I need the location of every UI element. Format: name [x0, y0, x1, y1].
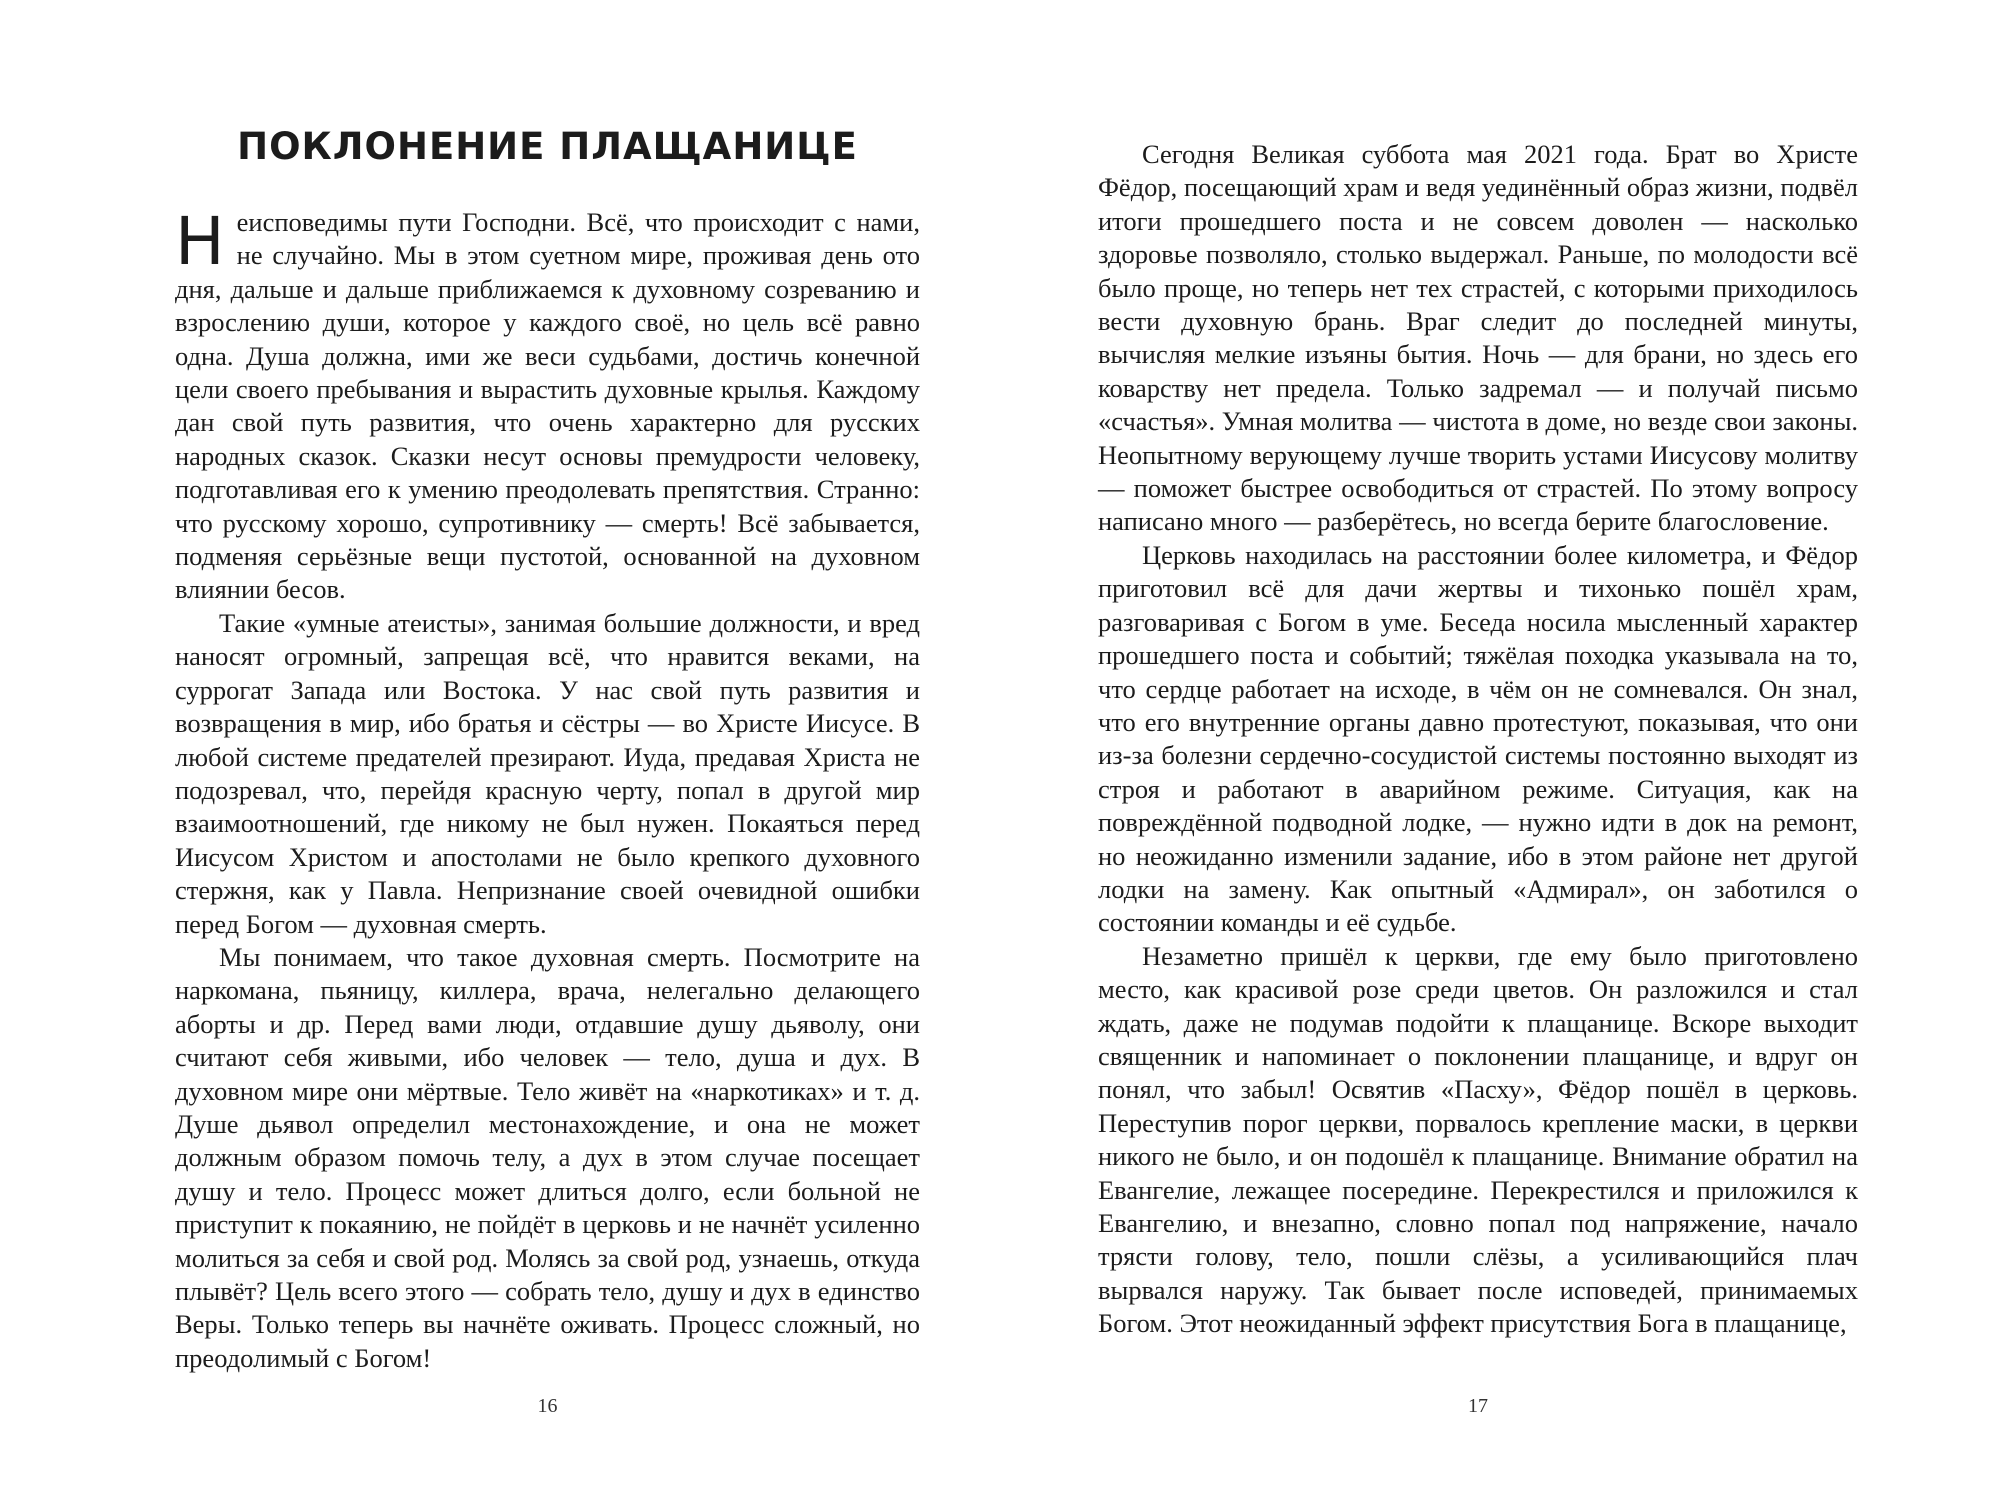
paragraph: Сегодня Великая суббота мая 2021 года. Брат во Христе Фёдор, посещающий храм и ведя уединённый образ жизни, подвёл итоги прошедшего поста и не совсем доволен — насколько здоровье позволяло, столько выдержал. Раньше, по молодости всё было проще, но теперь нет тех страстей, с которыми приходилось вести духовную брань. Враг следит до последней минуты, вычисляя мелкие изъяны бытия. Ночь — для брани, но здесь его коварству нет предела. Только задремал — и получай письмо «счастья». Умная молитва — чистота в доме, но везде свои законы. Неопытному верующему лучше творить устами Иисусову молитву — поможет быстрее освободиться от страстей. По этому вопросу написано много — разберётесь, но всегда берите благословение. [1098, 139, 1858, 537]
page-number: 17 [1468, 1395, 1488, 1417]
paragraph: Мы понимаем, что такое духовная смерть. Посмотрите на наркомана, пьяницу, киллера, врача, нелегально делающего аборты и др. Перед вами люди, отдавшие душу дьяволу, они считают себя живыми, ибо человек — тело, душа и дух. В духовном мире они мёртвые. Тело живёт на «наркотиках» и т. д. Душе дьявол определил местонахождение, и она не может должным образом помочь телу, а дух в этом случае посещает душу и тело. Процесс может длиться долго, если больной не приступит к покаянию, не пойдёт в церковь и не начнёт усиленно молиться за себя и свой род. Молясь за свой род, узнаешь, откуда плывёт? Цель всего этого — собрать тело, душу и дух в единство Веры. Только теперь вы начнёте оживать. Процесс сложный, но преодолимый с Богом! [175, 941, 920, 1373]
right-page [1098, 0, 1858, 1490]
first-paragraph [175, 203, 920, 607]
drop-cap: Н [175, 203, 225, 280]
chapter-title: ПОКЛОНЕНИЕ ПЛАЩАНИЦЕ [237, 125, 858, 168]
first-paragraph-text: еисповедимы пути Господни. Всё, что происходит с нами, не случайно. Мы в этом суетном мире, проживая день ото дня, дальше и дальше приближаемся к духовному созреванию и взрослению души, которое у каждого своё, но цель всё равно одна. Душа должна, ими же веси судьбами, достичь конечной цели своего пребывания и вырастить духовные крылья. Каждому дан свой путь развития, что очень характерно для русских народных сказок. Сказки несут основы премудрости человеку, подготавливая его к умению преодолевать препятствия. Странно: что русскому хорошо, супротивнику — смерть! Всё забывается, подменяя серьёзные вещи пустотой, основанной на духовном влиянии бесов. [175, 207, 920, 605]
page-number: 16 [537, 1395, 558, 1417]
paragraph: Церковь находилась на расстоянии более километра, и Фёдор приготовил всё для дачи жертвы и тихонько пошёл храм, разговаривая с Богом в уме. Беседа носила мысленный характер прошедшего поста и событий; тяжёлая походка указывала на то, что сердце работает на исходе, в чём он не сомневался. Он знал, что его внутренние органы давно протестуют, показывая, что они из-за болезни сердечно-сосудистой системы постоянно выходят из строя и работают в аварийном режиме. Ситуация, как на повреждённой подводной лодке, — нужно идти в док на ремонт, но неожиданно изменили задание, ибо в этом районе нет другой лодки на замену. Как опытный «Адмирал», он заботился о состоянии команды и её судьбе. [1098, 539, 1858, 938]
right-page-text [1098, 138, 1858, 1341]
paragraph: Незаметно пришёл к церкви, где ему было приготовлено место, как красивой розе среди цветов. Он разложился и стал ждать, даже не подумав подойти к плащанице. Вскоре выходит священник и напоминает о поклонении плащанице, и вдруг он понял, что забыл! Освятив «Пасху», Фёдор пошёл в церковь. Переступив порог церкви, порвалось крепление маски, в церкви никого не было, и он подошёл к плащанице. Внимание обратил на Евангелие, лежащее посередине. Перекрестился и приложился к Евангелию, и внезапно, словно попал под напряжение, начало трясти голову, тело, пошли слёзы, а усиливающийся плач вырвался наружу. Так бывает после исповедей, принимаемых Богом. Этот неожиданный эффект присутствия Бога в плащанице, [1098, 940, 1858, 1339]
left-page [175, 0, 920, 1490]
left-page-text [175, 203, 920, 1375]
paragraph: Такие «умные атеисты», занимая большие должности, и вред наносят огромный, запрещая всё, что нравится веками, на суррогат Запада или Востока. У нас свой путь развития и возвращения в мир, ибо братья и сёстры — во Христе Иисусе. В любой системе предателей презирают. Иуда, предавая Христа не подозревал, что, перейдя красную черту, попал в другой мир взаимоотношений, где никому не был нужен. Покаяться перед Иисусом Христом и апостолами не было крепкого духовного стержня, как у Павла. Непризнание своей очевидной ошибки перед Богом — духовная смерть. [175, 607, 920, 939]
